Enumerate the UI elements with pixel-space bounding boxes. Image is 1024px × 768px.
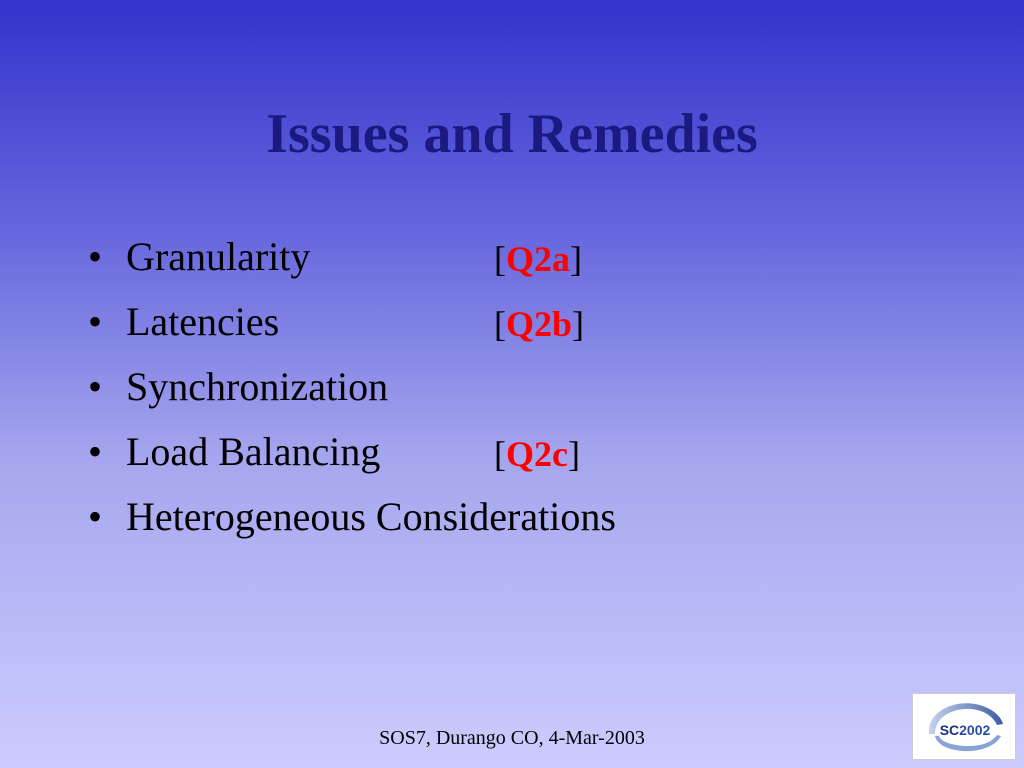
slide-title: Issues and Remedies [266, 103, 758, 165]
logo-text: SC2002 [939, 722, 991, 738]
slide-footer: SOS7, Durango CO, 4-Mar-2003 [379, 727, 645, 749]
bullet-text: Latencies [126, 299, 280, 344]
bullet-icon: • [88, 364, 103, 409]
bullet-icon: • [88, 429, 103, 474]
ref-open-bracket: [ [494, 434, 506, 474]
question-ref [494, 227, 582, 292]
ref-open-bracket: [ [494, 304, 506, 344]
bullet-icon: • [88, 494, 103, 539]
ref-close-bracket: ] [570, 239, 583, 279]
bullet-text: Granularity [126, 234, 311, 279]
ref-close-bracket: ] [572, 304, 585, 344]
sc2002-logo [912, 693, 1016, 760]
ref-code: Q2a [506, 239, 571, 279]
bullet-text: Heterogeneous Considerations [126, 494, 616, 539]
question-ref [494, 292, 584, 357]
bullet-icon: • [88, 299, 103, 344]
ref-code: Q2c [506, 434, 568, 474]
sc2002-logo-icon [913, 694, 1015, 759]
ref-code: Q2b [506, 304, 573, 344]
question-ref [494, 422, 580, 487]
ref-close-bracket: ] [567, 434, 580, 474]
bullet-icon: • [88, 234, 103, 279]
bullet-text: Synchronization [126, 364, 389, 409]
bullet-text: Load Balancing [126, 429, 381, 474]
ref-open-bracket: [ [494, 239, 506, 279]
